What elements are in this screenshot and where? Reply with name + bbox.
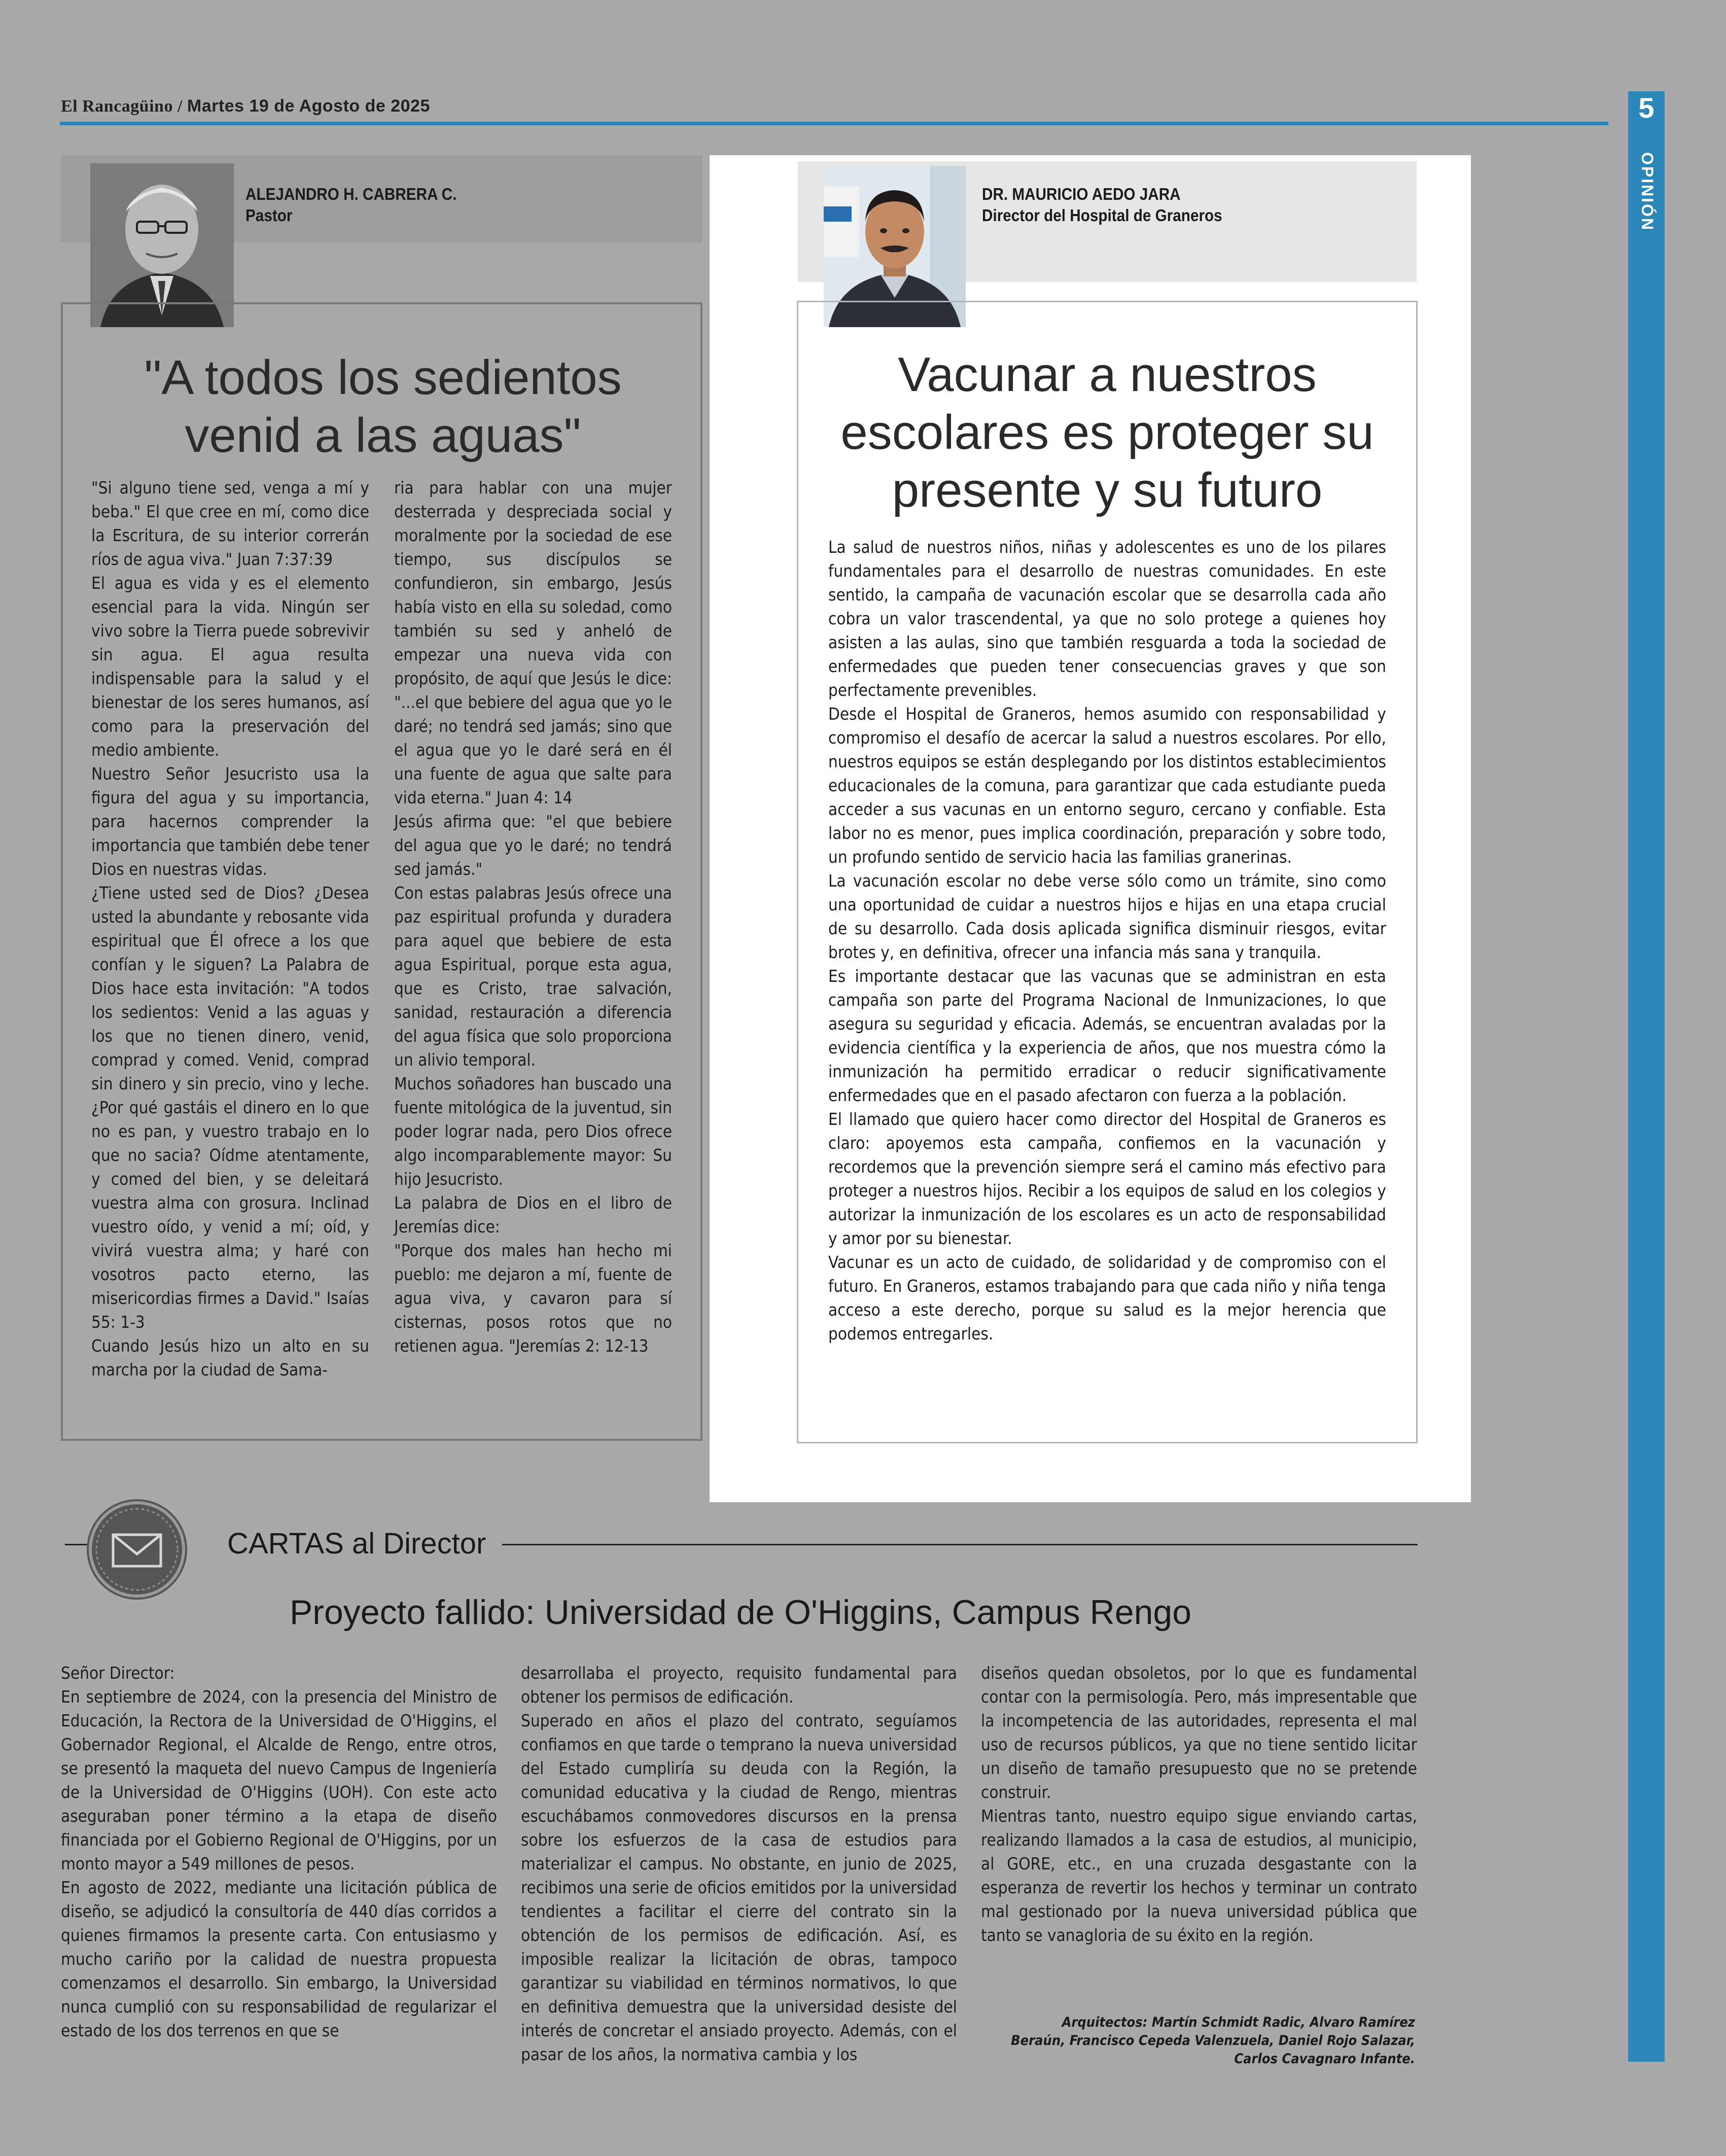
paragraph: desarrollaba el proyecto, requisito fundamental para obtener los permisos de edificación. (521, 1663, 957, 1707)
letter-signature (913, 2013, 1415, 2068)
paragraph: En agosto de 2022, mediante una licitación pública de diseño, se adjudicó la consultoría de 440 días corridos a quienes firmamos la presente carta. Con entusiasmo y mucho cariño por la calidad de nuestra propuesta comenzamos el desarrollo. Sin embargo, la Universidad nunca cumplió con su responsabilidad de regularizar el estado de los dos terrenos en que se (61, 1878, 497, 2040)
right-author-role: Director del Hospital de Graneros (982, 206, 1222, 225)
right-author-name: DR. MAURICIO AEDO JARA (982, 185, 1181, 203)
right-article-title: Vacunar a nuestros escolares es proteger su presente y su futuro (840, 347, 1374, 517)
section-label: OPINIÓN (1638, 152, 1657, 232)
paragraph: En septiembre de 2024, con la presencia del Ministro de Educación, la Rectora de la Universidad de O'Higgins, el Gobernador Regional, el Alcalde de Rengo, entre otros, se presentó la maqueta del nuevo Campus de Ingeniería de la Universidad de O'Higgins (UOH). Con este acto aseguraban poner término a la etapa de diseño financiada por el Gobierno Regional de O'Higgins, por un monto mayor a 549 millones de pesos. (61, 1687, 497, 1874)
left-author-info (245, 184, 480, 226)
paragraph: Cuando Jesús hizo un alto en su marcha por la ciudad de Sama- (91, 1336, 369, 1380)
signature-line: Beraún, Francisco Cepeda Valenzuela, Daniel Rojo Salazar, (1011, 2033, 1415, 2048)
header-rule (60, 122, 1608, 125)
right-article-body (828, 535, 1386, 1346)
paragraph: Mientras tanto, nuestro equipo sigue enviando cartas, realizando llamados a la casa de estudios, al municipio, al GORE, etc., en una cruzada desgastante con la esperanza de revertir los hechos y terminar un contrato mal gestionado por la nueva universidad pública que tanto se vanagloria de su éxito en la región. (981, 1806, 1417, 1945)
paragraph: Con estas palabras Jesús ofrece una paz espiritual profunda y duradera para aquel que bebiere de esta agua Espiritual, porque esta agua, que es Cristo, trae salvación, sanidad, restauración a diferencia del agua física que solo proporciona un alivio temporal. (394, 883, 672, 1070)
paragraph: El llamado que quiero hacer como director del Hospital de Graneros es claro: apoyemos esta campaña, confiemos en la vacunación y recordemos que la prevención siempre será el camino más efectivo para proteger a nuestros hijos. Recibir a los equipos de salud en los colegios y autorizar la inmunización de los escolares es un acto de responsabilidad y amor por su bienestar. (828, 1109, 1386, 1248)
signature-line: Arquitectos: Martín Schmidt Radic, Alvaro Ramírez (1062, 2014, 1415, 2030)
letter-column-1 (61, 1661, 497, 2042)
left-article-column-1 (91, 476, 369, 1382)
masthead-separator: / (177, 97, 183, 116)
paragraph: Jesús afirma que: "el que bebiere del agua que yo le daré; no tendrá sed jamás." (394, 811, 672, 879)
paragraph: "Porque dos males han hecho mi pueblo: me dejaron a mí, fuente de agua viva, y cavaron para sí cisternas, posos rotos que no retienen agua. "Jeremías 2: 12-13 (394, 1241, 672, 1356)
cartas-rule-left (65, 1544, 90, 1545)
paragraph: ¿Tiene usted sed de Dios? ¿Desea usted la abundante y rebosante vida espiritual que Él ofrece a los que confían y le siguen? La Palabra de Dios hace esta invitación: "A todos los sedientos: Venid a las aguas y los que no tienen dinero, venid, comprad y comed. Venid, comprad sin dinero y sin precio, vino y leche. ¿Por qué gastáis el dinero en lo que no es pan, y vuestro trabajo en lo que no sacia? Oídme atentamente, y comed del bien, y se deleitará vuestra alma con grosura. Inclinad vuestro oído, y venid a mí; oíd, y vivirá vuestra alma; y haré con vosotros pacto eterno, las misericordias firmes a David." Isaías 55: 1-3 (91, 883, 369, 1332)
left-article-title: "A todos los sedientos venid a las aguas" (144, 350, 622, 463)
paragraph: "Si alguno tiene sed, venga a mí y beba." El que cree en mí, como dice la Escritura, de su interior correrán ríos de agua viva." Juan 7:37:39 (91, 478, 369, 569)
paragraph: La salud de nuestros niños, niñas y adolescentes es uno de los pilares fundamentales para el desarrollo de nuestras comunidades. En este sentido, la campaña de vacunación escolar que se desarrolla cada año cobra un valor trascendental, ya que no solo protege a quienes hoy asisten a las aulas, sino que también resguarda a toda la sociedad de enfermedades que pueden tener consecuencias graves y que son perfectamente prevenibles. (828, 537, 1386, 700)
section-strip (1628, 91, 1665, 2062)
page-number: 5 (1638, 92, 1654, 124)
envelope-icon (89, 1501, 185, 1598)
letter-column-3 (981, 1661, 1417, 1947)
signature-line: Carlos Cavagnaro Infante. (1234, 2051, 1415, 2067)
issue-date: Martes 19 de Agosto de 2025 (187, 96, 430, 116)
paragraph: Desde el Hospital de Graneros, hemos asumido con responsabilidad y compromiso el desafío de acercar la salud a nuestros escolares. Por ello, nuestros equipos se están desplegando por los distintos establecimientos educacionales de la comuna, para garantizar que cada estudiante pueda acceder a sus vacunas en un entorno seguro, cercano y confiable. Esta labor no es menor, pues implica coordinación, preparación y sobre todo, un profundo sentido de servicio hacia las familias granerinas. (828, 704, 1386, 867)
paragraph: Superado en años el plazo del contrato, seguíamos confiamos en que tarde o temprano la nueva universidad del Estado cumpliría su deuda con la Región, la comunidad educativa y la ciudad de Rengo, mientras escuchábamos conmovedores discursos en la prensa sobre los esfuerzos de la casa de estudios para materializar el campus. No obstante, en junio de 2025, recibimos una serie de oficios emitidos por la universidad tendientes a facilitar el cierre del contrato sin la obtención de los permisos de edificación. Así, es imposible realizar la licitación de obras, tampoco garantizar su viabilidad en términos normativos, lo que en definitiva demuestra que la universidad desiste del interés de concretar el ansiado proyecto. Además, con el pasar de los años, la normativa cambia y los (521, 1711, 957, 2064)
paragraph: diseños quedan obsoletos, por lo que es fundamental contar con la permisología. Pero, más impresentable que la incompetencia de las autoridades, representa el mal uso de recursos públicos, ya que no tiene sentido licitar un diseño de tamaño presupuesto que no se pretende construir. (981, 1663, 1417, 1802)
paragraph: La vacunación escolar no debe verse sólo como un trámite, sino como una oportunidad de cuidar a nuestros hijos e hijas en una etapa crucial de su desarrollo. Cada dosis aplicada significa disminuir riesgos, evitar brotes y, en definitiva, ofrecer una infancia más sana y tranquila. (828, 871, 1386, 962)
right-author-info (982, 184, 1249, 226)
paragraph: El agua es vida y es el elemento esencial para la vida. Ningún ser vivo sobre la Tierra puede sobrevivir sin agua. El agua resulta indispensable para la salud y el bienestar de los seres humanos, así como para la preservación del medio ambiente. (91, 573, 369, 760)
paragraph: Nuestro Señor Jesucristo usa la figura del agua y su importancia, para hacernos comprender la importancia que también debe tener Dios en nuestras vidas. (91, 764, 369, 879)
left-author-role: Pastor (245, 206, 293, 225)
paragraph: Señor Director: (61, 1663, 175, 1683)
masthead (61, 96, 430, 116)
paragraph: ria para hablar con una mujer desterrada y despreciada social y moralmente por la sociedad de ese tiempo, sus discípulos se confundieron, sin embargo, Jesús había visto en ella su soledad, como también su sed y anheló de empezar una nueva vida con propósito, de aquí que Jesús le dice: "...el que bebiere del agua que yo le daré; no tendrá sed jamás; sino que el agua que yo le daré será en él una fuente de agua que salte para vida eterna." Juan 4: 14 (394, 478, 672, 807)
letter-title: Proyecto fallido: Universidad de O'Higgins, Campus Rengo (289, 1593, 1192, 1632)
letter-column-2 (521, 1661, 957, 2066)
publication-name: El Rancagüino (61, 97, 173, 116)
cartas-section-label: CARTAS al Director (227, 1527, 486, 1560)
left-article-column-2 (394, 476, 672, 1358)
paragraph: Vacunar es un acto de cuidado, de solidaridad y de compromiso con el futuro. En Graneros, estamos trabajando para que cada niño y niña tenga acceso a este derecho, porque su salud es la mejor herencia que podemos entregarles. (828, 1252, 1386, 1344)
paragraph: Muchos soñadores han buscado una fuente mitológica de la juventud, sin poder lograr nada, pero Dios ofrece algo incomparablemente mayor: Su hijo Jesucristo. (394, 1074, 672, 1189)
paragraph: La palabra de Dios en el libro de Jeremías dice: (394, 1193, 672, 1236)
cartas-rule-right (502, 1544, 1418, 1545)
left-author-name: ALEJANDRO H. CABRERA C. (245, 185, 457, 203)
paragraph: Es importante destacar que las vacunas que se administran en esta campaña son parte del Programa Nacional de Inmunizaciones, lo que asegura su seguridad y eficacia. Además, se encuentran avaladas por la evidencia científica y la experiencia de años, que nos muestra cómo la inmunización ha permitido erradicar o reducir significativamente enfermedades que en el pasado afectaron con fuerza a la población. (828, 966, 1386, 1105)
